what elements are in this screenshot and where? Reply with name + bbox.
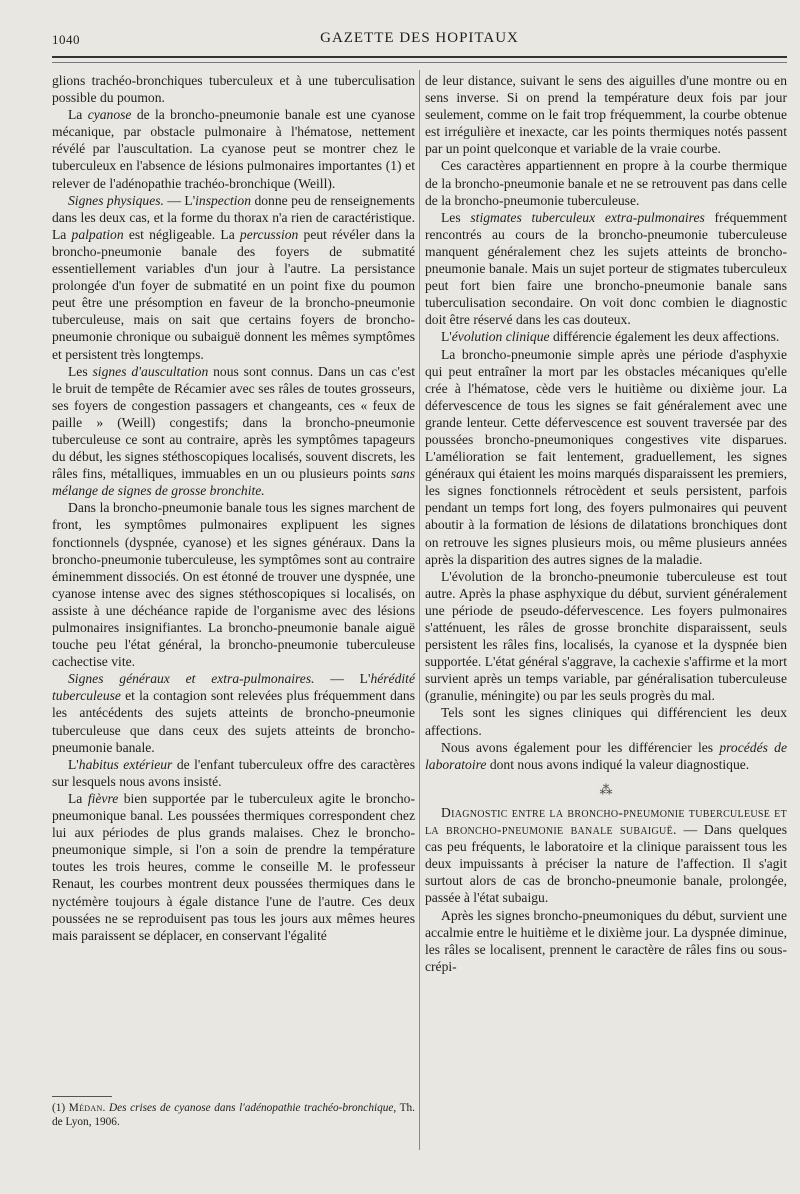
column-divider — [419, 70, 420, 1150]
section-heading: Diagnostic entre la broncho-pneumonie tuberculeuse et la broncho-pneumonie banale subaiguë. — [425, 804, 787, 838]
paragraph: Tels sont les signes cliniques qui différencient les deux affections. — [425, 705, 787, 738]
section-paragraph: Diagnostic entre la broncho-pneumonie tuberculeuse et la broncho-pneumonie banale subaiguë. — Dans quelques cas peu fréquents, le laboratoire et la clinique paraissent tous les deux impuissants à préciser la nature de l'affection. Il s'agit surtout alors de cas de broncho-pneumonie banale, prolongée, passée à l'état subaigu. — [425, 804, 787, 906]
paragraph: Après les signes broncho-pneumoniques du début, survient une accalmie entre le huitième et le dixième jour. La dyspnée diminue, les râles se localisent, prennent le caractère de râles fins ou sous-crépi- — [425, 907, 787, 974]
paragraph: Les signes d'auscultation nous sont connus. Dans un cas c'est le bruit de tempête de Récamier avec ses râles de toutes grosseurs, ses foyers de congestion passagers et changeants, ces « feux de paille » (Weill) congestifs; dans la broncho-pneumonie tuberculeuse ce sont au contraire, après les symptômes tapageurs du début, les signes stéthoscopiques localisés, souvent discrets, les râles fins, métalliques, immuables en un ou plusieurs points sans mélange de signes de grosse bronchite. — [52, 363, 415, 499]
right-column — [425, 72, 787, 975]
paragraph: Les stigmates tuberculeux extra-pulmonaires fréquemment rencontrés au cours de la broncho-pneumonie tuberculeuse manquent généralement chez les sujets atteints de broncho-pneumonie banale. Mais un sujet porteur de stigmates tuberculeux peut fort bien faire une broncho-pneumonie banale sans tuberculisation secondaire. On voit donc combien le diagnostic doit être réservé dans les cas douteux. — [425, 209, 788, 328]
paragraph: La cyanose de la broncho-pneumonie banale est une cyanose mécanique, par obstacle pulmonaire à l'hématose, nettement révélé par l'auscultation. La cyanose peut se montrer chez le tuberculeux en l'absence de lésions pulmonaires importantes (1) et relever de l'adénopathie trachéo-bronchique (Weill). — [52, 107, 415, 191]
asterism-ornament: ⁂ — [599, 781, 613, 797]
left-column — [52, 72, 415, 944]
page-number: 1040 — [52, 32, 80, 47]
paragraph: Dans la broncho-pneumonie banale tous les signes marchent de front, les symptômes pulmonaires explipuent les signes fonctionnels (dyspnée, cyanose) et les signes généraux. Dans la broncho-pneumonie tuberculeuse, les symptômes sont au contraire éminemment dissociés. On est étonné de trouver une dyspnée, une cyanose intense avec des signes stéthoscopiques si localisés, on assiste à une déchéance rapide de l'organisme avec des lésions pulmonaires insignifiantes. La broncho-pneumonie banale aiguë touche peu l'état général, la broncho-pneumonie tuberculeuse cachectise vite. — [52, 500, 415, 670]
paragraph: L'habitus extérieur de l'enfant tuberculeux offre des caractères sur lesquels nous avons insisté. — [52, 756, 415, 789]
paragraph: Ces caractères appartiennent en propre à la courbe thermique de la broncho-pneumonie banale et ne se retrouvent pas dans celle de la broncho-pneumonie tuberculeuse. — [425, 158, 787, 208]
footnote-rule — [52, 1096, 112, 1097]
paragraph: L'évolution de la broncho-pneumonie tuberculeuse est tout autre. Après la phase asphyxique du début, survient généralement une période de pseudo-défervescence. Les foyers pulmonaires s'atténuent, les râles de grosse bronchite disparaissent, seuls persistent les râles fins, localisés, la cyanose et la dyspnée bien supportée. L'état général s'aggrave, la cachexie s'affirme et la mort survient après un temps variable, par généralisation tuberculeuse (granulie, méningite) ou par les seuls progrès du mal. — [425, 568, 787, 704]
paragraph: Nous avons également pour les différencier les procédés de laboratoire dont nous avons indiqué la valeur diagnostique. — [425, 739, 787, 772]
page-header — [52, 30, 787, 52]
paragraph: glions trachéo-bronchiques tuberculeux et à une tuberculisation possible du poumon. — [52, 73, 415, 106]
footnote: (1) Médan. Des crises de cyanose dans l'adénopathie trachéo-bronchique, Th. de Lyon, 1906. — [52, 1102, 415, 1128]
paragraph: Signes généraux et extra-pulmonaires. — L'hérédité tuberculeuse et la contagion sont relevées plus fréquemment dans les antécédents des sujets atteints de broncho-pneumonie tuberculeuse que dans ceux des sujets atteints de broncho-pneumonie banale. — [52, 671, 415, 755]
header-rule-thin — [52, 62, 787, 63]
paragraph: La broncho-pneumonie simple après une période d'asphyxie qui peut entraîner la mort par les obstacles mécaniques qu'elle crée à l'hématose, cède vers le huitième ou dixième jour. La défervescence de tous les signes se fait généralement avec une grande lenteur. Cette défervescence est souvent traversée par des poussées broncho-pneumoniques congestives vite disparues. L'amélioration se fait lentement, graduellement, les signes généraux qui étaient les moins marqués disparaissent les premiers, les signes fonctionnels rétrocèdent et seuls persistent, parfois pendant un temps fort long, des foyers pulmonaires qui peuvent aboutir à la formation de lésions de dilatations bronchiques dont on retrouve les signes plusieurs mois, ou même plusieurs années après la disparition des autres signes de la maladie. — [425, 346, 787, 567]
paragraph: L'évolution clinique différencie également les deux affections. — [441, 329, 780, 345]
paragraph: La fièvre bien supportée par le tuberculeux agite le broncho-pneumonique banal. Les poussées thermiques correspondent chez lui aux périodes de plus grands malaises. Chez le broncho-pneumonique simple, si l'on a soin de prendre la température toutes les trois heures, comme le conseille M. le professeur Renaut, les courbes montrent deux poussées thermiques dans le nyctémère toujours à égale distance l'une de l'autre. Ces deux poussées ne se reproduisent pas tous les jours aux mêmes heures mais paraissent se déplacer, en conservant l'égalité — [52, 790, 415, 943]
paragraph: de leur distance, suivant le sens des aiguilles d'une montre ou en sens inverse. Si on prend la température deux fois par jour seulement, comme on le fait trop fréquemment, la courbe obtenue est irrégulière et inexacte, car les points thermiques notés passent par un point quelconque et variable de la vraie courbe. — [425, 73, 787, 157]
journal-title: GAZETTE DES HOPITAUX — [320, 30, 519, 46]
header-rule — [52, 56, 787, 58]
paragraph: Signes physiques. — L'inspection donne peu de renseignements dans les deux cas, et la forme du thorax n'a rien de caractéristique. La palpation est négligeable. La percussion peut révéler dans la broncho-pneumonie banale des foyers de submatité essentiellement variables d'un jour à l'autre. La persistance prolongée d'un foyer de submatité en un point fixe du poumon peut être une présomption en faveur de la broncho-pneumonie tuberculeuse, mais on sait que certains foyers de broncho-pneumonie chronique ou subaiguë donnent les mêmes symptômes et persistent très longtemps. — [52, 192, 415, 362]
